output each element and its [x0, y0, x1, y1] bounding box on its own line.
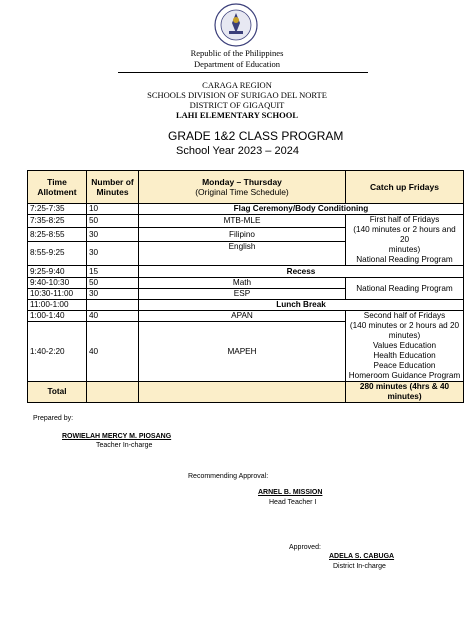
minutes-cell: 30 — [87, 228, 139, 241]
time-cell: 7:35-8:25 — [28, 215, 87, 228]
minutes-cell: 30 — [87, 289, 139, 300]
header-divider — [118, 72, 368, 73]
friday-pm-line: (140 minutes or 2 hours ad 20 — [349, 321, 460, 330]
minutes-cell: 40 — [87, 322, 139, 382]
friday-pm-line: Peace Education — [373, 361, 436, 370]
subject-cell: ESP — [139, 289, 346, 300]
minutes-cell: 15 — [87, 266, 139, 278]
friday-mid-cell: National Reading Program — [346, 278, 464, 300]
prepared-by-name-text: ROWIELAH MERCY M. PIOSANG — [62, 433, 172, 440]
recommending-role: Head Teacher I — [269, 499, 317, 506]
table-row — [28, 266, 464, 278]
total-minutes-cell — [87, 382, 139, 403]
friday-am-cell — [346, 215, 464, 266]
table-row — [28, 300, 464, 311]
friday-pm-line: minutes) — [388, 331, 421, 340]
header-school: LAHI ELEMENTARY SCHOOL — [175, 110, 299, 120]
minutes-cell: 10 — [87, 204, 139, 215]
total-mon-thu-cell — [139, 382, 346, 403]
table-row — [28, 278, 464, 289]
approved-role: District In-charge — [333, 563, 386, 570]
minutes-cell: 30 — [87, 241, 139, 265]
subject-cell: MAPEH — [139, 322, 346, 382]
class-program-table — [27, 170, 464, 403]
header-republic: Republic of the Philippines — [190, 48, 284, 58]
time-cell: 9:25-9:40 — [28, 266, 87, 278]
approved-name — [329, 552, 394, 561]
header-minutes: Number of Minutes — [87, 171, 139, 204]
prepared-by-name — [62, 432, 171, 441]
header-division: SCHOOLS DIVISION OF SURIGAO DEL NORTE — [147, 90, 327, 100]
subject-cell: Recess — [139, 266, 464, 278]
friday-pm-cell — [346, 311, 464, 382]
table-row — [28, 311, 464, 322]
recommending-label: Recommending Approval: — [188, 473, 269, 480]
subject-cell: APAN — [139, 311, 346, 322]
friday-pm-line: Second half of Fridays — [363, 311, 446, 320]
total-row — [28, 382, 464, 403]
approved-name-text: ADELA S. CABUGA — [329, 553, 395, 560]
subject-cell: Math — [139, 278, 346, 289]
friday-am-line: First half of Fridays — [369, 215, 440, 224]
subject-cell: Flag Ceremony/Body Conditioning — [139, 204, 464, 215]
friday-pm-line: Health Education — [373, 351, 436, 360]
minutes-cell — [87, 300, 139, 311]
subject-cell: English — [139, 241, 346, 265]
time-cell: 9:40-10:30 — [28, 278, 87, 289]
table-row — [28, 204, 464, 215]
minutes-cell: 50 — [87, 278, 139, 289]
time-cell: 1:00-1:40 — [28, 311, 87, 322]
approved-label: Approved: — [289, 544, 321, 551]
table-row — [28, 215, 464, 228]
time-cell: 8:55-9:25 — [28, 241, 87, 265]
friday-am-line: minutes) — [388, 245, 421, 254]
header-mon-thu-sub: (Original Time Schedule) — [195, 187, 289, 197]
recommending-name-text: ARNEL B. MISSION — [258, 489, 323, 496]
time-cell: 11:00-1:00 — [28, 300, 87, 311]
school-year: School Year 2023 – 2024 — [176, 145, 299, 157]
total-label: Total — [28, 382, 87, 403]
time-cell: 8:25-8:55 — [28, 228, 87, 241]
total-friday-cell — [346, 382, 464, 403]
header-mon-thu — [139, 171, 346, 204]
header-region: CARAGA REGION — [202, 80, 272, 90]
total-friday-line: 280 minutes (4hrs & 40 — [359, 382, 450, 391]
page-title: GRADE 1&2 CLASS PROGRAM — [168, 129, 344, 143]
prepared-by-role: Teacher In-charge — [96, 442, 153, 449]
time-cell: 1:40-2:20 — [28, 322, 87, 382]
time-cell: 7:25-7:35 — [28, 204, 87, 215]
header-department: Department of Education — [194, 59, 280, 69]
deped-seal-logo — [214, 3, 258, 47]
table-header-row — [28, 171, 464, 204]
friday-pm-line: Homeroom Guidance Program — [348, 371, 461, 380]
subject-cell: MTB-MLE — [139, 215, 346, 228]
time-cell: 10:30-11:00 — [28, 289, 87, 300]
friday-am-line: (140 minutes or 2 hours and 20 — [353, 225, 456, 244]
header-friday: Catch up Fridays — [346, 171, 464, 204]
minutes-cell: 40 — [87, 311, 139, 322]
total-friday-line: minutes) — [387, 392, 422, 401]
minutes-cell: 50 — [87, 215, 139, 228]
header-mon-thu-label: Monday – Thursday — [202, 177, 282, 187]
subject-cell: Filipino — [139, 228, 346, 241]
header-district: DISTRICT OF GIGAQUIT — [189, 100, 285, 110]
friday-am-line: National Reading Program — [356, 255, 453, 264]
subject-cell: Lunch Break — [139, 300, 464, 311]
prepared-by-label: Prepared by: — [33, 415, 74, 422]
recommending-name — [258, 488, 322, 497]
friday-pm-line: Values Education — [372, 341, 437, 350]
header-time: Time Allotment — [28, 171, 87, 204]
